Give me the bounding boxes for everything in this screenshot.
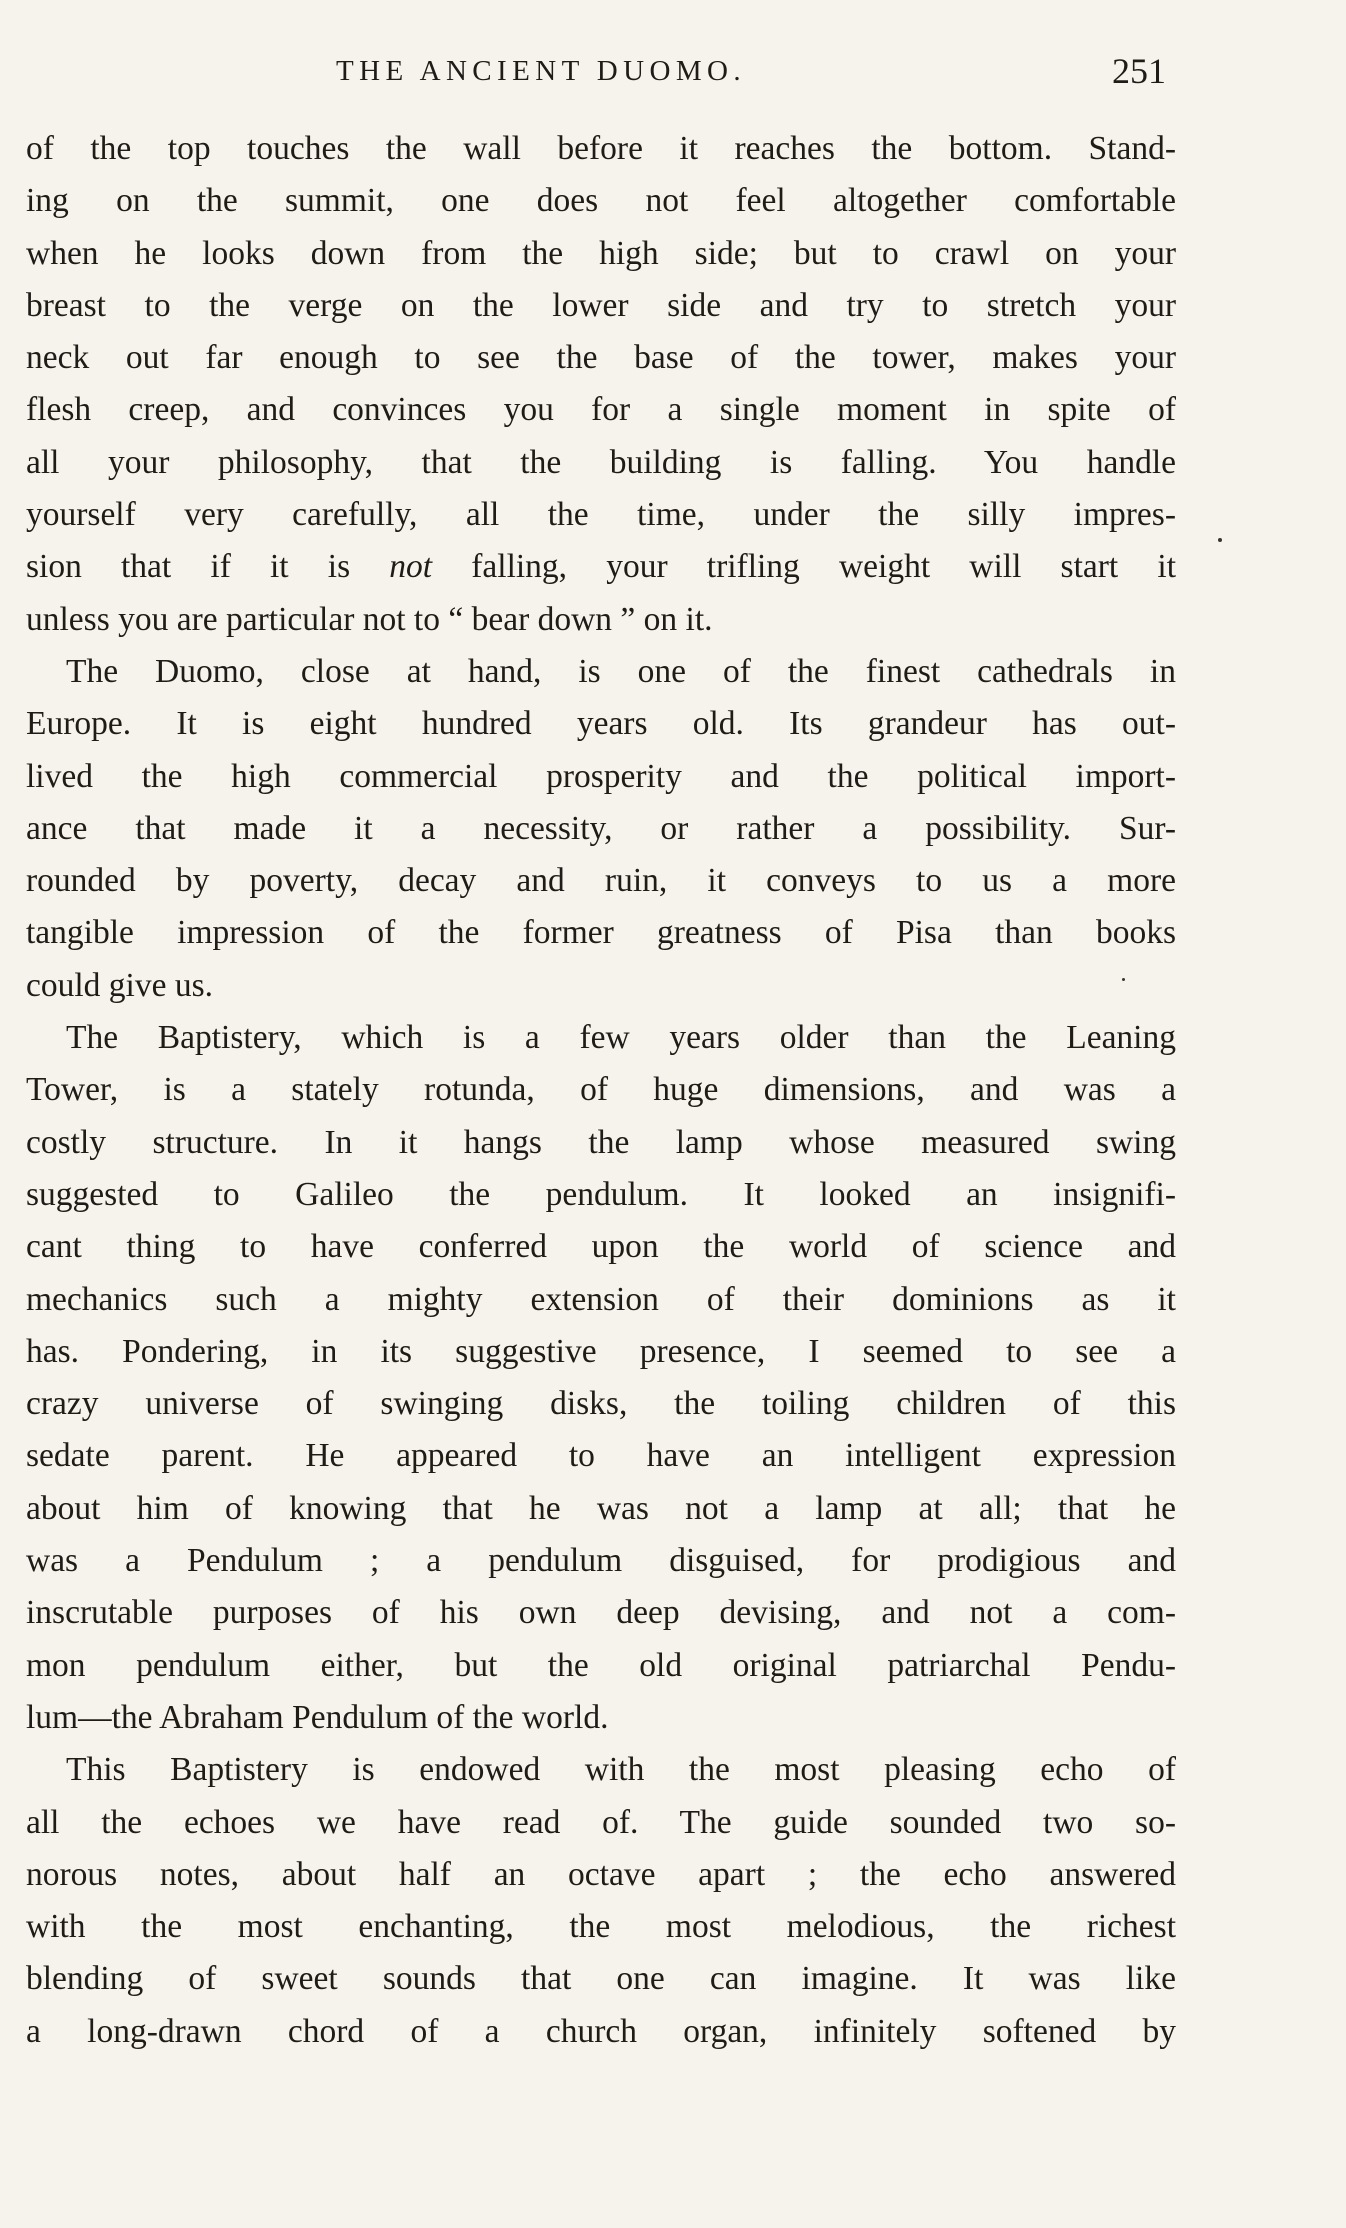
text-line: unless you are particular not to “ bear down ” on it. [26, 600, 713, 638]
text-line: rounded by poverty, decay and ruin, it conveys to us a more [26, 862, 1176, 900]
text-line: costly structure. In it hangs the lamp whose measured swing [26, 1123, 1176, 1161]
text-line: ance that made it a necessity, or rather a possibility. Sur- [26, 809, 1176, 847]
text-line: all the echoes we have read of. The guide sounded two so- [26, 1803, 1176, 1841]
text-line: cant thing to have conferred upon the world of science and [26, 1228, 1176, 1266]
print-speck [1218, 538, 1222, 542]
text-line: neck out far enough to see the base of the tower, makes your [26, 339, 1176, 377]
text-line: crazy universe of swinging disks, the toiling children of this [26, 1385, 1176, 1423]
text-line: mon pendulum either, but the old original patriarchal Pendu- [26, 1646, 1176, 1684]
text-line: yourself very carefully, all the time, under the silly impres- [26, 496, 1176, 534]
text-line: flesh creep, and convinces you for a single moment in spite of [26, 391, 1176, 429]
text-line: ing on the summit, one does not feel altogether comfortable [26, 182, 1176, 220]
running-head [0, 46, 1346, 96]
text-line: lum—the Abraham Pendulum of the world. [26, 1698, 609, 1736]
text-line: breast to the verge on the lower side and try to stretch your [26, 286, 1176, 324]
text-line: when he looks down from the high side; but to crawl on your [26, 234, 1176, 272]
text-line: was a Pendulum ; a pendulum disguised, for prodigious and [26, 1542, 1176, 1580]
paragraph-1 [26, 123, 1176, 646]
text-line: could give us. [26, 966, 214, 1004]
text-line: with the most enchanting, the most melodious, the richest [26, 1908, 1176, 1946]
text-line: suggested to Galileo the pendulum. It looked an insignifi- [26, 1175, 1176, 1213]
print-speck [1122, 978, 1125, 981]
running-title: THE ANCIENT DUOMO. [336, 55, 747, 87]
text-line: sion that if it is not falling, your trifling weight will start it [26, 548, 1176, 586]
text-line: This Baptistery is endowed with the most pleasing echo of [66, 1751, 1176, 1789]
text-line: about him of knowing that he was not a lamp at all; that he [26, 1489, 1176, 1527]
text-line: of the top touches the wall before it reaches the bottom. Stand- [26, 130, 1176, 167]
text-line: Tower, is a stately rotunda, of huge dimensions, and was a [26, 1071, 1176, 1109]
text-line: The Duomo, close at hand, is one of the finest cathedrals in [66, 652, 1176, 690]
text-line: a long-drawn chord of a church organ, infinitely softened by [26, 2012, 1176, 2050]
text-line: has. Pondering, in its suggestive presence, I seemed to see a [26, 1332, 1176, 1370]
text-line: tangible impression of the former greatness of Pisa than books [26, 914, 1176, 952]
text-line: all your philosophy, that the building is falling. You handle [26, 443, 1176, 481]
paragraph-3 [26, 1012, 1176, 1744]
text-line: sedate parent. He appeared to have an intelligent expression [26, 1437, 1176, 1475]
text-line: Europe. It is eight hundred years old. Its grandeur has out- [26, 705, 1176, 743]
text-line: norous notes, about half an octave apart ; the echo answered [26, 1855, 1176, 1893]
body-text [26, 123, 1176, 2058]
page-number: 251 [1112, 51, 1166, 91]
italic-emphasis: not [389, 548, 433, 586]
text-line: blending of sweet sounds that one can imagine. It was like [26, 1960, 1176, 1998]
text-line: lived the high commercial prosperity and the political import- [26, 757, 1176, 795]
text-line: mechanics such a mighty extension of their dominions as it [26, 1280, 1176, 1318]
text-line: The Baptistery, which is a few years older than the Leaning [66, 1019, 1176, 1057]
paragraph-2 [26, 646, 1176, 1012]
text-line: inscrutable purposes of his own deep devising, and not a com- [26, 1594, 1176, 1632]
paragraph-4 [26, 1744, 1176, 2058]
